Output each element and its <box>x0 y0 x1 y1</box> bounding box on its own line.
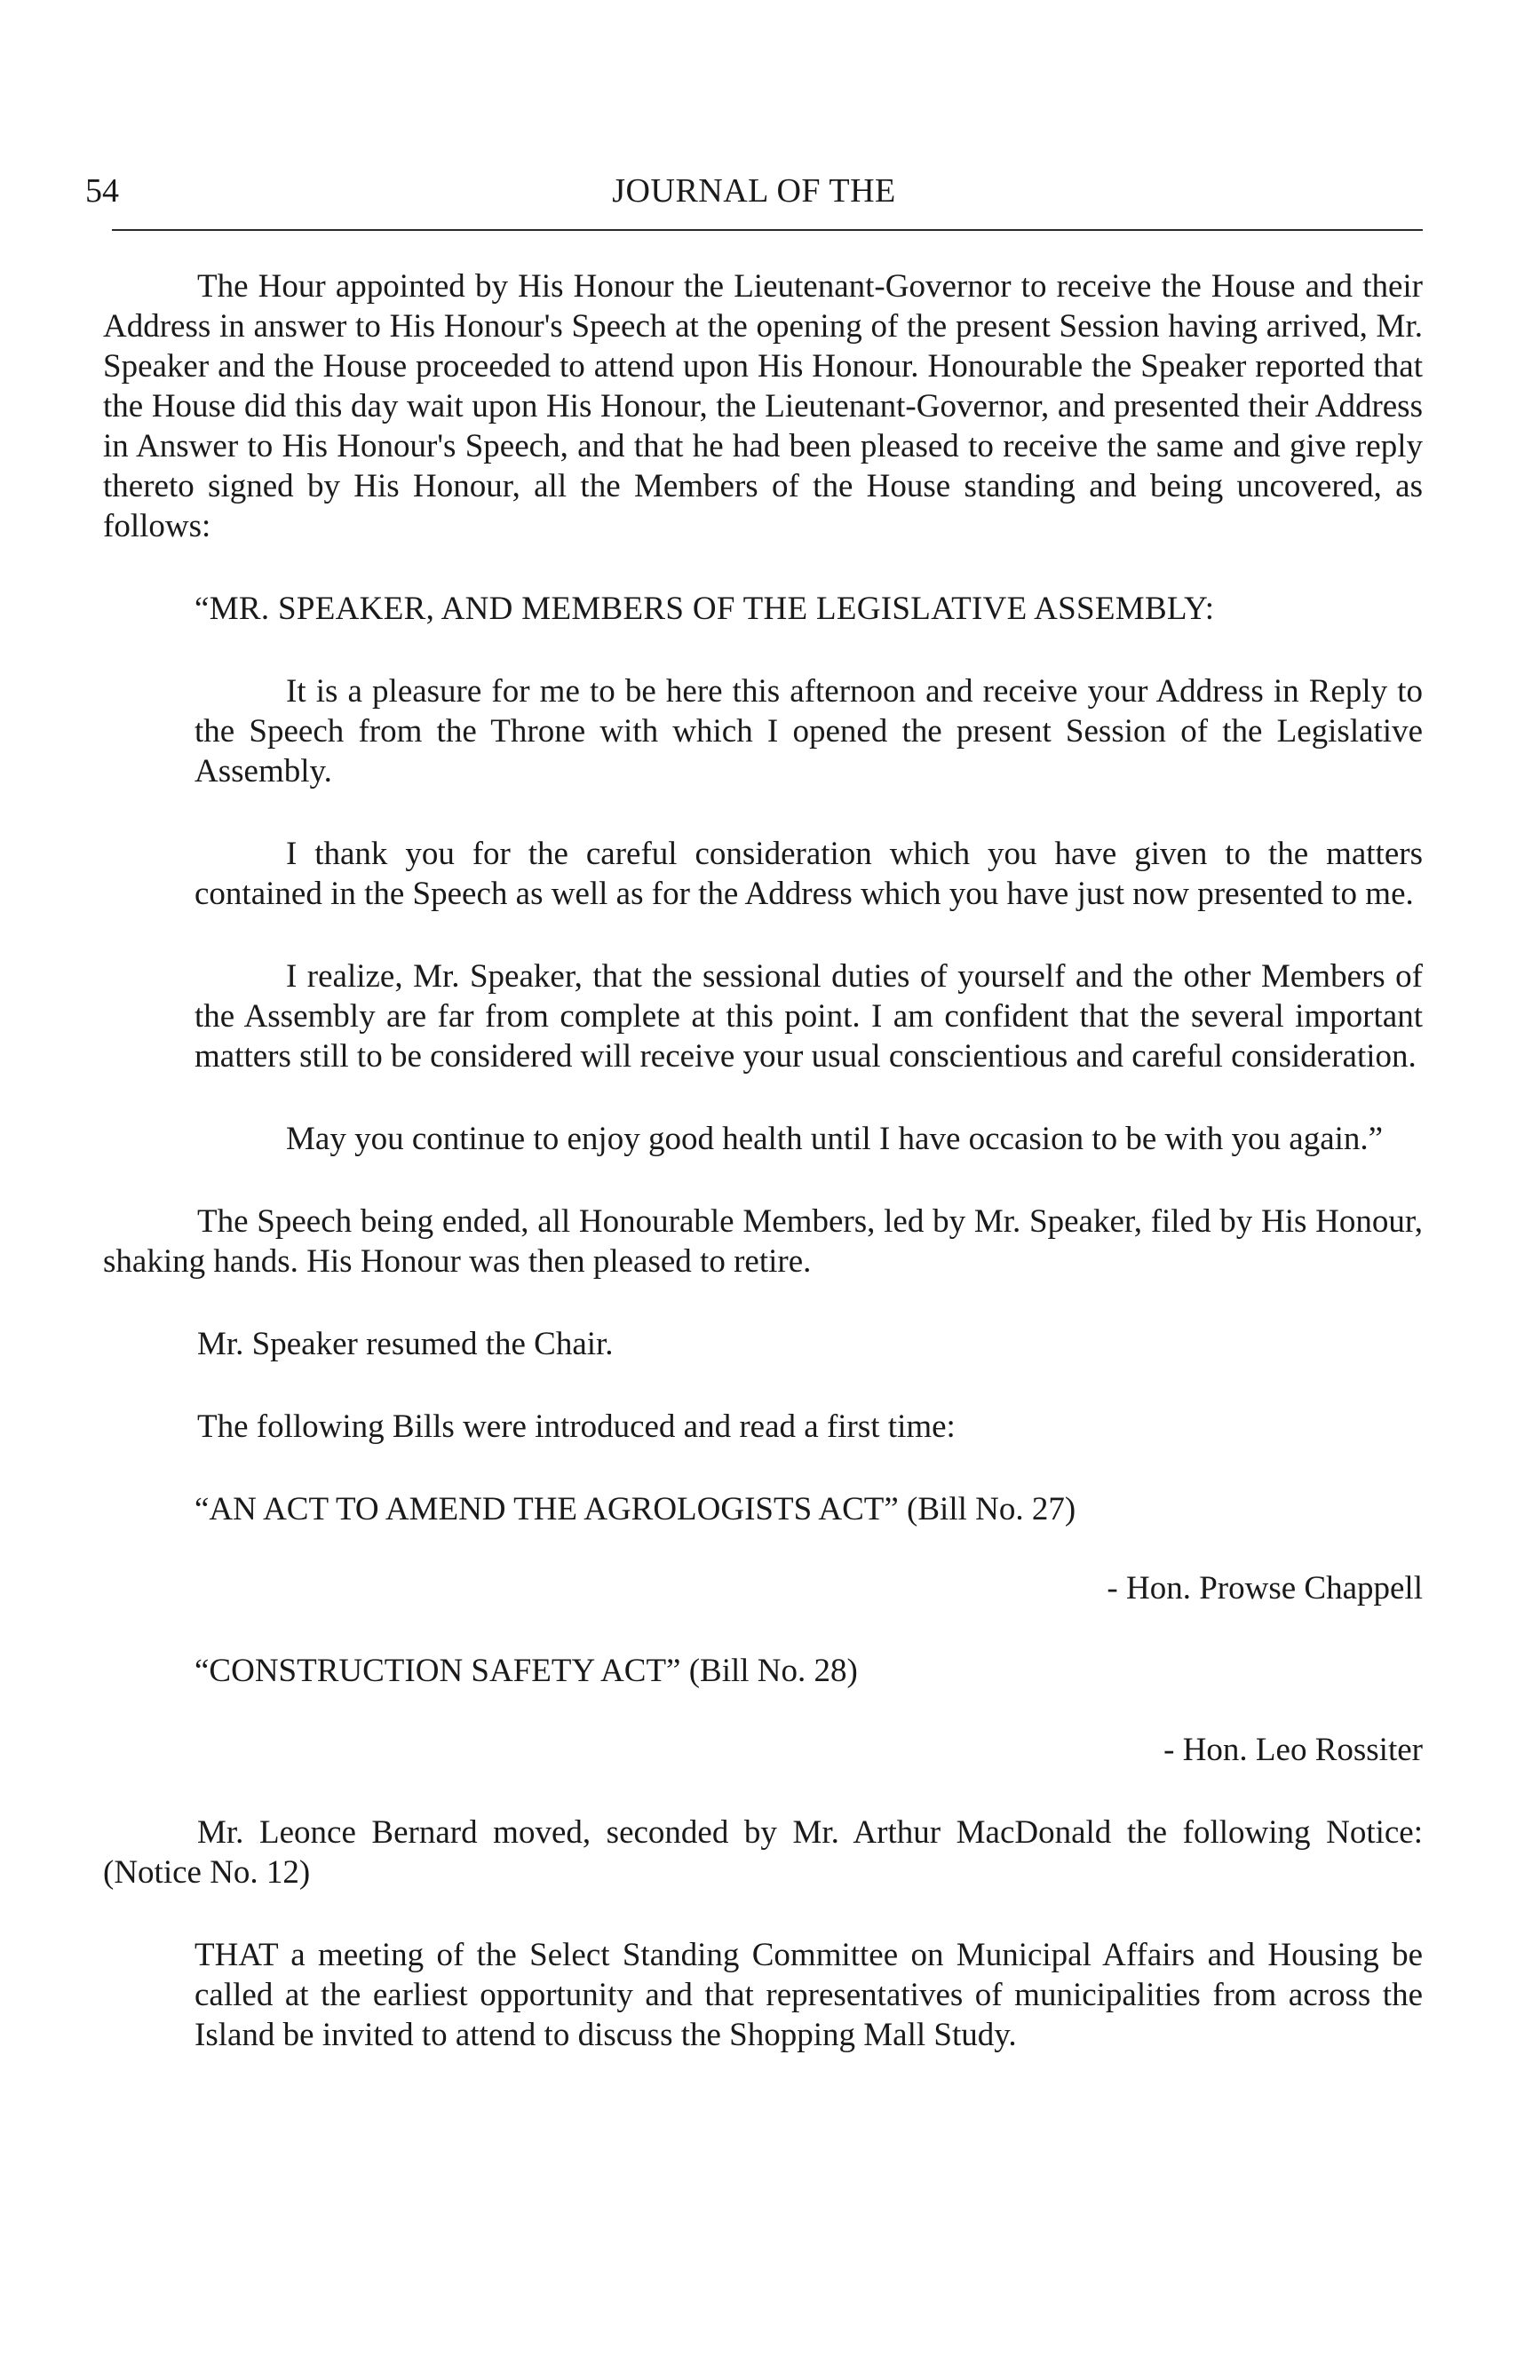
paragraph-bills-intro: The following Bills were introduced and read a first time: <box>197 1408 956 1445</box>
page-number: 54 <box>85 172 119 210</box>
header-rule <box>112 229 1423 231</box>
bill-title-27: “AN ACT TO AMEND THE AGROLOGISTS ACT” (Bill No. 27) <box>194 1491 1076 1527</box>
reply-paragraph-1: It is a pleasure for me to be here this afternoon and receive your Address in Reply to the Speech from the Throne with which I opened the present Session of the Legislative Assembly. <box>194 673 1423 789</box>
bill-sponsor-27: - Hon. Prowse Chappell <box>1107 1570 1423 1606</box>
page-header <box>85 164 1423 218</box>
paragraph-chair-resumed: Mr. Speaker resumed the Chair. <box>197 1326 614 1362</box>
reply-paragraph-4: May you continue to enjoy good health until I have occasion to be with you again.” <box>286 1121 1384 1157</box>
bill-sponsor-28: - Hon. Leo Rossiter <box>1163 1732 1423 1768</box>
paragraph-notice-moved: Mr. Leonce Bernard moved, seconded by Mr. Arthur MacDonald the following Notice: (Notice No. 12) <box>103 1814 1423 1891</box>
running-head: JOURNAL OF THE <box>612 172 896 210</box>
paragraph-speech-ended: The Speech being ended, all Honourable Members, led by Mr. Speaker, filed by His Honour, shaking hands. His Honour was then pleased to retire. <box>103 1203 1423 1280</box>
paragraph-hour-appointed: The Hour appointed by His Honour the Lieutenant-Governor to receive the House and their Address in answer to His Honour's Speech at the opening of the present Session having arrived, Mr. Speaker and the House proceeded to attend upon His Honour. Honourable the Speaker reported that the House did this day wait upon His Honour, the Lieutenant-Governor, and presented their Address in Answer to His Honour's Speech, and that he had been pleased to receive the same and give reply thereto signed by His Honour, all the Members of the House standing and being uncovered, as follows: <box>103 268 1423 544</box>
bill-title-28: “CONSTRUCTION SAFETY ACT” (Bill No. 28) <box>194 1653 858 1689</box>
reply-paragraph-3: I realize, Mr. Speaker, that the sessional duties of yourself and the other Members of the Assembly are far from complete at this point. I am confident that the several important matters still to be considered will receive your usual conscientious and careful consideration. <box>194 958 1423 1075</box>
address-salutation: “MR. SPEAKER, AND MEMBERS OF THE LEGISLATIVE ASSEMBLY: <box>194 591 1215 627</box>
notice-block <box>103 1935 1423 2055</box>
reply-block <box>103 671 1423 1159</box>
notice-text: THAT a meeting of the Select Standing Committee on Municipal Affairs and Housing be called at the earliest opportunity and that representatives of municipalities from across the Island be invited to attend to discuss the Shopping Mall Study. <box>194 1937 1423 2053</box>
reply-paragraph-2: I thank you for the careful consideration which you have given to the matters contained in the Speech as well as for the Address which you have just now presented to me. <box>194 836 1423 912</box>
journal-body <box>103 266 1423 2055</box>
